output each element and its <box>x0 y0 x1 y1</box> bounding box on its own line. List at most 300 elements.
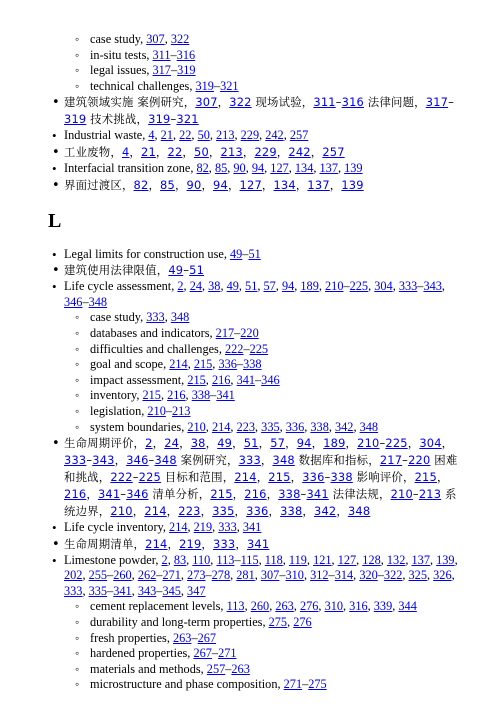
page-link[interactable]: 333 <box>218 520 237 535</box>
page-link[interactable]: 214 <box>144 504 167 519</box>
entry-text: ， <box>167 536 180 551</box>
index-list-l <box>48 247 460 693</box>
page-link[interactable]: 210 <box>187 419 206 434</box>
page-link[interactable]: 94 <box>213 177 228 192</box>
page-link[interactable]: 210 <box>390 487 413 502</box>
page-link[interactable]: 223 <box>178 504 201 519</box>
page-link[interactable]: 341 <box>97 487 121 502</box>
entry-text: , <box>131 583 138 598</box>
page-link[interactable]: 317 <box>152 63 171 78</box>
page-link[interactable]: 189 <box>300 279 319 294</box>
range-dash: – <box>225 661 232 676</box>
page-link[interactable]: 344 <box>398 599 417 614</box>
entry-text: 技术挑战， <box>86 112 149 127</box>
page-link[interactable]: 57 <box>270 436 286 451</box>
page-link[interactable]: 319 <box>195 78 214 93</box>
entry-text: ， <box>258 436 271 451</box>
entry-text: Industrial waste, <box>64 128 149 143</box>
page-link[interactable]: 345 <box>162 583 181 598</box>
page-link[interactable]: 132 <box>386 552 406 567</box>
page-link[interactable]: 307 <box>260 568 280 583</box>
range-dash: – <box>107 568 114 583</box>
index-subentry <box>48 63 460 79</box>
page-link[interactable]: 257 <box>206 661 226 676</box>
page-link[interactable]: 333 <box>213 536 236 551</box>
page-link[interactable]: 281 <box>236 568 255 583</box>
page-link[interactable]: 336 <box>218 357 237 372</box>
page-link[interactable]: 83 <box>173 552 187 567</box>
range-dash: – <box>279 568 286 583</box>
page-link[interactable]: 271 <box>218 646 237 661</box>
entry-text: ， <box>232 487 245 502</box>
page-link[interactable]: 333 <box>64 583 83 598</box>
page-link[interactable]: 213 <box>216 128 235 143</box>
page-link[interactable]: 94 <box>251 160 265 175</box>
entry-text: ， <box>345 436 358 451</box>
page-link[interactable]: 310 <box>324 599 344 614</box>
page-link[interactable]: 24 <box>164 436 180 451</box>
page-link[interactable]: 317 <box>425 95 449 110</box>
range-dash: – <box>242 246 249 261</box>
page-link[interactable]: 348 <box>347 504 371 519</box>
page-link[interactable]: 214 <box>169 520 188 535</box>
page-link[interactable]: 215 <box>210 487 233 502</box>
entry-text: 案例研究， <box>176 453 239 468</box>
page-link[interactable]: 216 <box>211 372 231 387</box>
entry-text: ， <box>268 504 281 519</box>
page-link[interactable]: 21 <box>141 144 156 159</box>
page-link[interactable]: 257 <box>322 144 345 159</box>
page-link[interactable]: 321 <box>220 78 239 93</box>
subentry-group <box>48 310 460 435</box>
page-link[interactable]: 128 <box>362 552 381 567</box>
page-link[interactable]: 260 <box>113 568 132 583</box>
page-link[interactable]: 338 <box>280 504 303 519</box>
page-link[interactable]: 335 <box>88 583 108 598</box>
range-dash: – <box>205 568 212 583</box>
page-link[interactable]: 210 <box>325 279 344 294</box>
page-link[interactable]: 137 <box>307 177 330 192</box>
page-link[interactable]: 347 <box>187 583 206 598</box>
page-link[interactable]: 336 <box>246 504 269 519</box>
entry-text: , <box>306 552 314 567</box>
entry-text: , <box>210 552 217 567</box>
entry-text: , <box>230 372 237 387</box>
page-link[interactable]: 304 <box>374 279 393 294</box>
page-link[interactable]: 341 <box>306 487 329 502</box>
page-link[interactable]: 2 <box>177 279 184 294</box>
page-link[interactable]: 213 <box>418 487 442 502</box>
entry-text: , <box>180 583 188 598</box>
entry-text: case study, <box>90 32 147 46</box>
entry-text: databases and indicators, <box>90 325 216 340</box>
page-link[interactable]: 276 <box>299 599 319 614</box>
page-link[interactable]: 137 <box>411 552 430 567</box>
index-subentry <box>48 631 460 647</box>
page-link[interactable]: 322 <box>229 95 252 110</box>
entry-text: , <box>288 160 295 175</box>
page-link[interactable]: 121 <box>313 552 332 567</box>
page-link[interactable]: 333 <box>398 279 418 294</box>
range-dash: – <box>183 263 190 278</box>
page-link[interactable]: 49 <box>229 246 243 261</box>
page-link[interactable]: 127 <box>270 160 289 175</box>
page-link[interactable]: 110 <box>192 552 211 567</box>
entry-text: , <box>269 599 276 614</box>
range-dash: – <box>324 470 331 485</box>
range-dash: – <box>148 453 155 468</box>
page-link[interactable]: 257 <box>289 128 309 143</box>
page-link[interactable]: 216 <box>167 388 186 403</box>
entry-text: , <box>154 128 161 143</box>
entry-text: ， <box>235 536 247 551</box>
entry-text: , <box>220 279 227 294</box>
range-dash: – <box>234 552 241 567</box>
page-link[interactable]: 213 <box>220 144 243 159</box>
page-link[interactable]: 51 <box>248 246 261 261</box>
page-link[interactable]: 85 <box>214 160 228 175</box>
page-link[interactable]: 343 <box>137 583 157 598</box>
index-subentry <box>48 373 460 389</box>
page-link[interactable]: 225 <box>349 279 369 294</box>
page-link[interactable]: 115 <box>240 552 259 567</box>
page-link[interactable]: 94 <box>281 279 295 294</box>
entry-text: ， <box>310 144 323 159</box>
page-link[interactable]: 275 <box>308 677 327 692</box>
entry-text: , <box>187 357 194 372</box>
entry-text: 生命周期清单， <box>64 536 146 551</box>
page-link[interactable]: 311 <box>313 95 336 110</box>
entry-text: , <box>451 568 455 583</box>
page-link[interactable]: 336 <box>285 419 305 434</box>
page-link[interactable]: 51 <box>243 436 259 451</box>
page-link[interactable]: 229 <box>254 144 277 159</box>
range-dash: – <box>86 453 93 468</box>
page-link[interactable]: 51 <box>245 279 258 294</box>
page-link[interactable]: 342 <box>314 504 337 519</box>
entry-text: ， <box>129 144 142 159</box>
page-link[interactable]: 341 <box>113 583 132 598</box>
page-link[interactable]: 49 <box>168 263 184 278</box>
page-link[interactable]: 260 <box>250 599 270 614</box>
page-link[interactable]: 320 <box>359 568 378 583</box>
page-link[interactable]: 22 <box>167 144 183 159</box>
entry-text: 建筑使用法律限值， <box>64 263 169 278</box>
page-link[interactable]: 113 <box>226 599 245 614</box>
index-entry <box>48 279 460 310</box>
page-link[interactable]: 4 <box>148 128 155 143</box>
page-link[interactable]: 57 <box>263 279 276 294</box>
page-link[interactable]: 127 <box>337 552 357 567</box>
entry-text: ， <box>148 177 161 192</box>
entry-text: Interfacial transition zone, <box>64 160 197 175</box>
page-link[interactable]: 348 <box>170 310 190 325</box>
page-link[interactable]: 335 <box>261 419 280 434</box>
entry-text: in-situ tests, <box>90 47 153 62</box>
page-link[interactable]: 343 <box>92 453 115 468</box>
page-link[interactable]: 82 <box>196 160 209 175</box>
page-link[interactable]: 215 <box>414 470 437 485</box>
page-link[interactable]: 255 <box>88 568 108 583</box>
entry-text: , <box>426 568 434 583</box>
entry-text: ， <box>201 177 214 192</box>
page-link[interactable]: 322 <box>170 32 190 46</box>
page-link[interactable]: 316 <box>349 599 368 614</box>
page-link[interactable]: 225 <box>138 470 161 485</box>
page-link[interactable]: 49 <box>226 279 239 294</box>
page-link[interactable]: 127 <box>239 177 262 192</box>
page-link[interactable]: 222 <box>225 341 244 356</box>
entry-text: ， <box>260 453 273 468</box>
page-link[interactable]: 316 <box>176 47 196 62</box>
page-link[interactable]: 210 <box>147 403 166 418</box>
page-link[interactable]: 339 <box>373 599 393 614</box>
entry-text: , <box>318 279 326 294</box>
page-link[interactable]: 325 <box>408 568 427 583</box>
page-link[interactable]: 216 <box>244 487 267 502</box>
index-subentry <box>48 388 460 404</box>
page-link[interactable]: 215 <box>142 388 161 403</box>
page-link[interactable]: 311 <box>152 47 171 62</box>
range-dash: – <box>156 583 163 598</box>
entry-text: , <box>367 599 374 614</box>
page-link[interactable]: 214 <box>211 419 231 434</box>
page-link[interactable]: 219 <box>179 536 202 551</box>
entry-text: Life cycle assessment, <box>64 279 178 294</box>
entry-text: inventory, <box>90 388 143 403</box>
page-link[interactable]: 278 <box>211 568 231 583</box>
page-link[interactable]: 346 <box>126 487 149 502</box>
entry-text: , <box>172 128 180 143</box>
page-link[interactable]: 216 <box>64 487 87 502</box>
page-link[interactable]: 336 <box>302 470 325 485</box>
range-dash: – <box>213 78 221 93</box>
entry-text: ， <box>407 436 420 451</box>
entry-text: ， <box>266 487 279 502</box>
index-entry <box>48 161 460 177</box>
page-link[interactable]: 225 <box>385 436 408 451</box>
page-link[interactable]: 223 <box>236 419 256 434</box>
page-link[interactable]: 202 <box>64 568 83 583</box>
range-dash: – <box>243 341 250 356</box>
page-link[interactable]: 50 <box>197 128 210 143</box>
range-dash: – <box>165 403 172 418</box>
page-link[interactable]: 219 <box>193 520 213 535</box>
entry-text: , <box>187 520 194 535</box>
page-link[interactable]: 2 <box>145 436 153 451</box>
page-link[interactable]: 333 <box>146 310 165 325</box>
page-link[interactable]: 267 <box>193 646 212 661</box>
page-link[interactable]: 217 <box>379 453 403 468</box>
page-link[interactable]: 119 <box>288 552 307 567</box>
page-link[interactable]: 307 <box>195 95 218 110</box>
page-link[interactable]: 213 <box>172 403 191 418</box>
entry-text: ， <box>205 436 218 451</box>
page-link[interactable]: 94 <box>296 436 312 451</box>
page-link[interactable]: 348 <box>359 419 379 434</box>
page-link[interactable]: 210 <box>110 504 133 519</box>
page-link[interactable]: 4 <box>121 144 130 159</box>
entry-text: 系统边界， <box>64 487 457 519</box>
page-link[interactable]: 139 <box>341 177 364 192</box>
entry-text: , <box>257 279 264 294</box>
page-link[interactable]: 271 <box>162 568 181 583</box>
page-link[interactable]: 217 <box>215 325 235 340</box>
page-link[interactable]: 263 <box>231 661 250 676</box>
page-link[interactable]: 321 <box>176 112 199 127</box>
page-link[interactable]: 38 <box>190 436 206 451</box>
entry-text: ， <box>174 177 187 192</box>
range-dash: – <box>170 47 177 62</box>
page-link[interactable]: 24 <box>189 279 202 294</box>
page-link[interactable]: 134 <box>294 160 314 175</box>
page-link[interactable]: 338 <box>278 487 301 502</box>
page-link[interactable]: 134 <box>273 177 296 192</box>
entry-text: 法律法规， <box>328 487 391 502</box>
page-link[interactable]: 113 <box>216 552 235 567</box>
entry-text: , <box>244 599 251 614</box>
page-link[interactable]: 139 <box>344 160 363 175</box>
entry-text: difficulties and challenges, <box>90 341 225 356</box>
page-link[interactable]: 348 <box>88 294 108 309</box>
range-dash: – <box>335 95 342 110</box>
page-link[interactable]: 225 <box>249 341 269 356</box>
page-link[interactable]: 341 <box>216 388 235 403</box>
page-link[interactable]: 50 <box>194 144 209 159</box>
index-entry <box>48 520 460 536</box>
page-link[interactable]: 220 <box>408 453 431 468</box>
entry-text: fresh properties, <box>90 630 173 645</box>
page-link[interactable]: 312 <box>310 568 329 583</box>
page-link[interactable]: 267 <box>197 630 217 645</box>
page-link[interactable]: 333 <box>238 453 261 468</box>
page-link[interactable]: 51 <box>189 263 205 278</box>
page-link[interactable]: 335 <box>212 504 235 519</box>
range-dash: – <box>300 487 307 502</box>
page-link[interactable]: 348 <box>154 453 177 468</box>
entry-text: , <box>313 160 320 175</box>
page-link[interactable]: 346 <box>261 372 280 387</box>
page-link[interactable]: 341 <box>236 372 256 387</box>
entry-text: , <box>279 419 286 434</box>
range-dash: – <box>328 568 335 583</box>
page-link[interactable]: 22 <box>179 128 192 143</box>
page-link[interactable]: 316 <box>341 95 364 110</box>
entry-text: 法律问题， <box>363 95 426 110</box>
page-link[interactable]: 242 <box>288 144 311 159</box>
page-link[interactable]: 38 <box>208 279 221 294</box>
page-link[interactable]: 310 <box>285 568 304 583</box>
page-link[interactable]: 338 <box>330 470 353 485</box>
page-link[interactable]: 343 <box>423 279 442 294</box>
page-link[interactable]: 338 <box>191 388 211 403</box>
page-link[interactable]: 346 <box>126 453 149 468</box>
page-link[interactable]: 222 <box>110 470 133 485</box>
page-link[interactable]: 322 <box>383 568 403 583</box>
entry-text: , <box>287 615 294 630</box>
page-link[interactable]: 319 <box>177 63 196 78</box>
entry-text: 现场试验， <box>251 95 314 110</box>
page-link[interactable]: 319 <box>64 112 87 127</box>
page-link[interactable]: 189 <box>323 436 346 451</box>
entry-text: , <box>238 279 246 294</box>
page-link[interactable]: 220 <box>240 325 259 340</box>
entry-text: ， <box>276 144 289 159</box>
page-link[interactable]: 342 <box>335 419 354 434</box>
entry-text: , <box>380 552 387 567</box>
page-link[interactable]: 214 <box>169 357 188 372</box>
page-link[interactable]: 307 <box>146 32 165 46</box>
index-subentry <box>48 310 460 326</box>
entry-text: Life cycle inventory, <box>64 520 170 535</box>
page-link[interactable]: 275 <box>268 615 288 630</box>
page-link[interactable]: 271 <box>283 677 303 692</box>
range-dash: – <box>343 279 350 294</box>
range-dash: – <box>170 63 178 78</box>
index-subentry <box>48 32 460 48</box>
page-link[interactable]: 139 <box>436 552 455 567</box>
page-link[interactable]: 21 <box>160 128 173 143</box>
page-link[interactable]: 210 <box>357 436 380 451</box>
page-link[interactable]: 118 <box>264 552 283 567</box>
entry-text: , <box>236 520 243 535</box>
page-link[interactable]: 229 <box>240 128 260 143</box>
page-link[interactable]: 319 <box>148 112 171 127</box>
page-link[interactable]: 314 <box>334 568 354 583</box>
page-link[interactable]: 341 <box>246 536 270 551</box>
page-link[interactable]: 214 <box>145 536 168 551</box>
page-link[interactable]: 2 <box>161 552 168 567</box>
page-link[interactable]: 82 <box>133 177 149 192</box>
page-link[interactable]: 341 <box>242 520 262 535</box>
page-link[interactable]: 304 <box>419 436 442 451</box>
page-link[interactable]: 263 <box>172 630 192 645</box>
page-link[interactable]: 90 <box>186 177 202 192</box>
page-link[interactable]: 263 <box>275 599 294 614</box>
entry-text: microstructure and phase composition, <box>90 677 284 692</box>
index-entry <box>48 536 460 553</box>
page-link[interactable]: 348 <box>272 453 295 468</box>
page-link[interactable]: 262 <box>137 568 157 583</box>
range-dash: – <box>132 470 139 485</box>
index-letter-heading: L <box>48 209 62 232</box>
page-link[interactable]: 215 <box>193 357 213 372</box>
entry-text: ， <box>436 470 449 485</box>
entry-text: , <box>304 419 311 434</box>
entry-text: , <box>230 419 237 434</box>
page-link[interactable]: 90 <box>233 160 246 175</box>
page-link[interactable]: 346 <box>64 294 83 309</box>
entry-text: ， <box>311 436 324 451</box>
entry-text: , <box>454 552 458 567</box>
page-link[interactable]: 214 <box>234 470 257 485</box>
page-link[interactable]: 215 <box>268 470 291 485</box>
page-link[interactable]: 338 <box>243 357 262 372</box>
page-link[interactable]: 333 <box>64 453 87 468</box>
page-link[interactable]: 273 <box>187 568 206 583</box>
page-link[interactable]: 85 <box>160 177 175 192</box>
page-link[interactable]: 137 <box>319 160 338 175</box>
page-link[interactable]: 326 <box>433 568 452 583</box>
page-link[interactable]: 276 <box>293 615 312 630</box>
page-link[interactable]: 242 <box>265 128 284 143</box>
entry-text: , <box>356 552 363 567</box>
page-link[interactable]: 215 <box>187 372 206 387</box>
page-link[interactable]: 338 <box>310 419 329 434</box>
entry-text: ， <box>290 470 303 485</box>
page-link[interactable]: 49 <box>217 436 233 451</box>
entry-text: , <box>303 568 311 583</box>
